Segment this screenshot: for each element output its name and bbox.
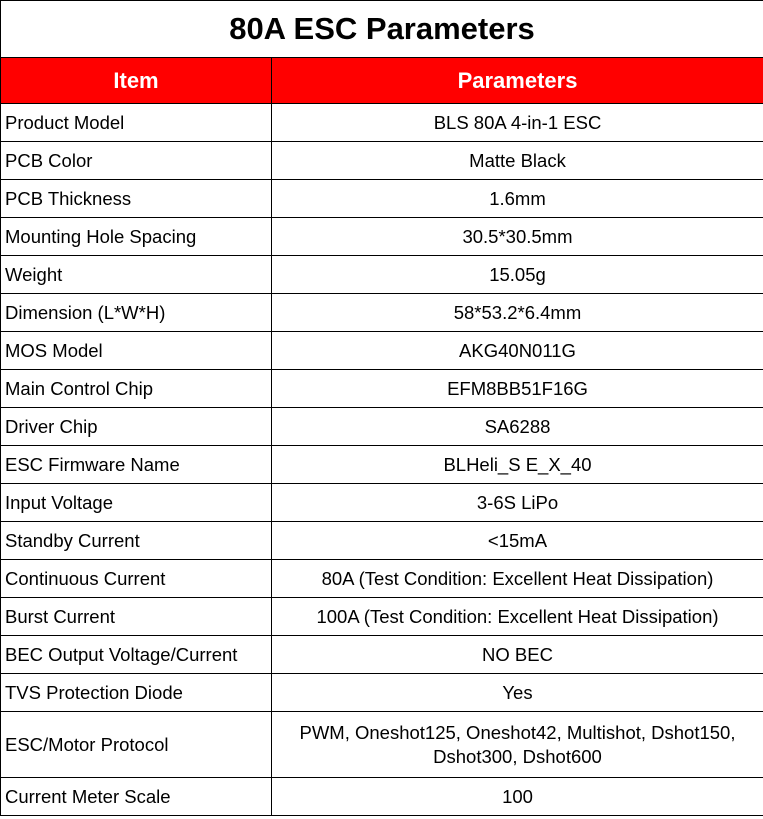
table-row [1, 598, 763, 636]
row-item: Current Meter Scale [1, 778, 272, 816]
table-row [1, 636, 763, 674]
row-item: Driver Chip [1, 408, 272, 446]
table-title: 80A ESC Parameters [1, 1, 763, 58]
row-value: 15.05g [272, 256, 763, 294]
row-value: 100A (Test Condition: Excellent Heat Dissipation) [272, 598, 763, 636]
row-item: PCB Thickness [1, 180, 272, 218]
row-value: 100 [272, 778, 763, 816]
row-value: BLS 80A 4-in-1 ESC [272, 104, 763, 142]
row-item: PCB Color [1, 142, 272, 180]
table-row [1, 712, 763, 778]
row-value: 1.6mm [272, 180, 763, 218]
table-row [1, 142, 763, 180]
row-item: ESC/Motor Protocol [1, 712, 272, 778]
row-value-line: Dshot300, Dshot600 [433, 745, 602, 767]
table-row [1, 674, 763, 712]
header-row [1, 58, 763, 104]
row-value: NO BEC [272, 636, 763, 674]
table-row [1, 778, 763, 816]
table-row [1, 370, 763, 408]
table-row [1, 104, 763, 142]
table-row [1, 522, 763, 560]
row-item: MOS Model [1, 332, 272, 370]
row-item: BEC Output Voltage/Current [1, 636, 272, 674]
row-value: <15mA [272, 522, 763, 560]
row-value: 3-6S LiPo [272, 484, 763, 522]
table-row [1, 294, 763, 332]
row-item: Burst Current [1, 598, 272, 636]
row-item: Continuous Current [1, 560, 272, 598]
row-value: 58*53.2*6.4mm [272, 294, 763, 332]
table-row [1, 180, 763, 218]
header-parameters: Parameters [272, 58, 763, 104]
row-value: Yes [272, 674, 763, 712]
table-row [1, 446, 763, 484]
row-item: Standby Current [1, 522, 272, 560]
row-item: Mounting Hole Spacing [1, 218, 272, 256]
row-value [272, 712, 763, 778]
header-item: Item [1, 58, 272, 104]
row-value: 30.5*30.5mm [272, 218, 763, 256]
title-row [1, 1, 763, 58]
table-row [1, 218, 763, 256]
table-row [1, 256, 763, 294]
table-row [1, 484, 763, 522]
row-value: Matte Black [272, 142, 763, 180]
row-value-line: PWM, Oneshot125, Oneshot42, Multishot, Dshot150, [299, 721, 736, 743]
table-row [1, 332, 763, 370]
table-row [1, 408, 763, 446]
row-value: BLHeli_S E_X_40 [272, 446, 763, 484]
row-item: Main Control Chip [1, 370, 272, 408]
row-value: EFM8BB51F16G [272, 370, 763, 408]
row-item: Product Model [1, 104, 272, 142]
row-value: AKG40N011G [272, 332, 763, 370]
row-item: ESC Firmware Name [1, 446, 272, 484]
row-item: Weight [1, 256, 272, 294]
row-item: TVS Protection Diode [1, 674, 272, 712]
table-row [1, 560, 763, 598]
row-value: 80A (Test Condition: Excellent Heat Dissipation) [272, 560, 763, 598]
row-item: Dimension (L*W*H) [1, 294, 272, 332]
row-value: SA6288 [272, 408, 763, 446]
row-item: Input Voltage [1, 484, 272, 522]
